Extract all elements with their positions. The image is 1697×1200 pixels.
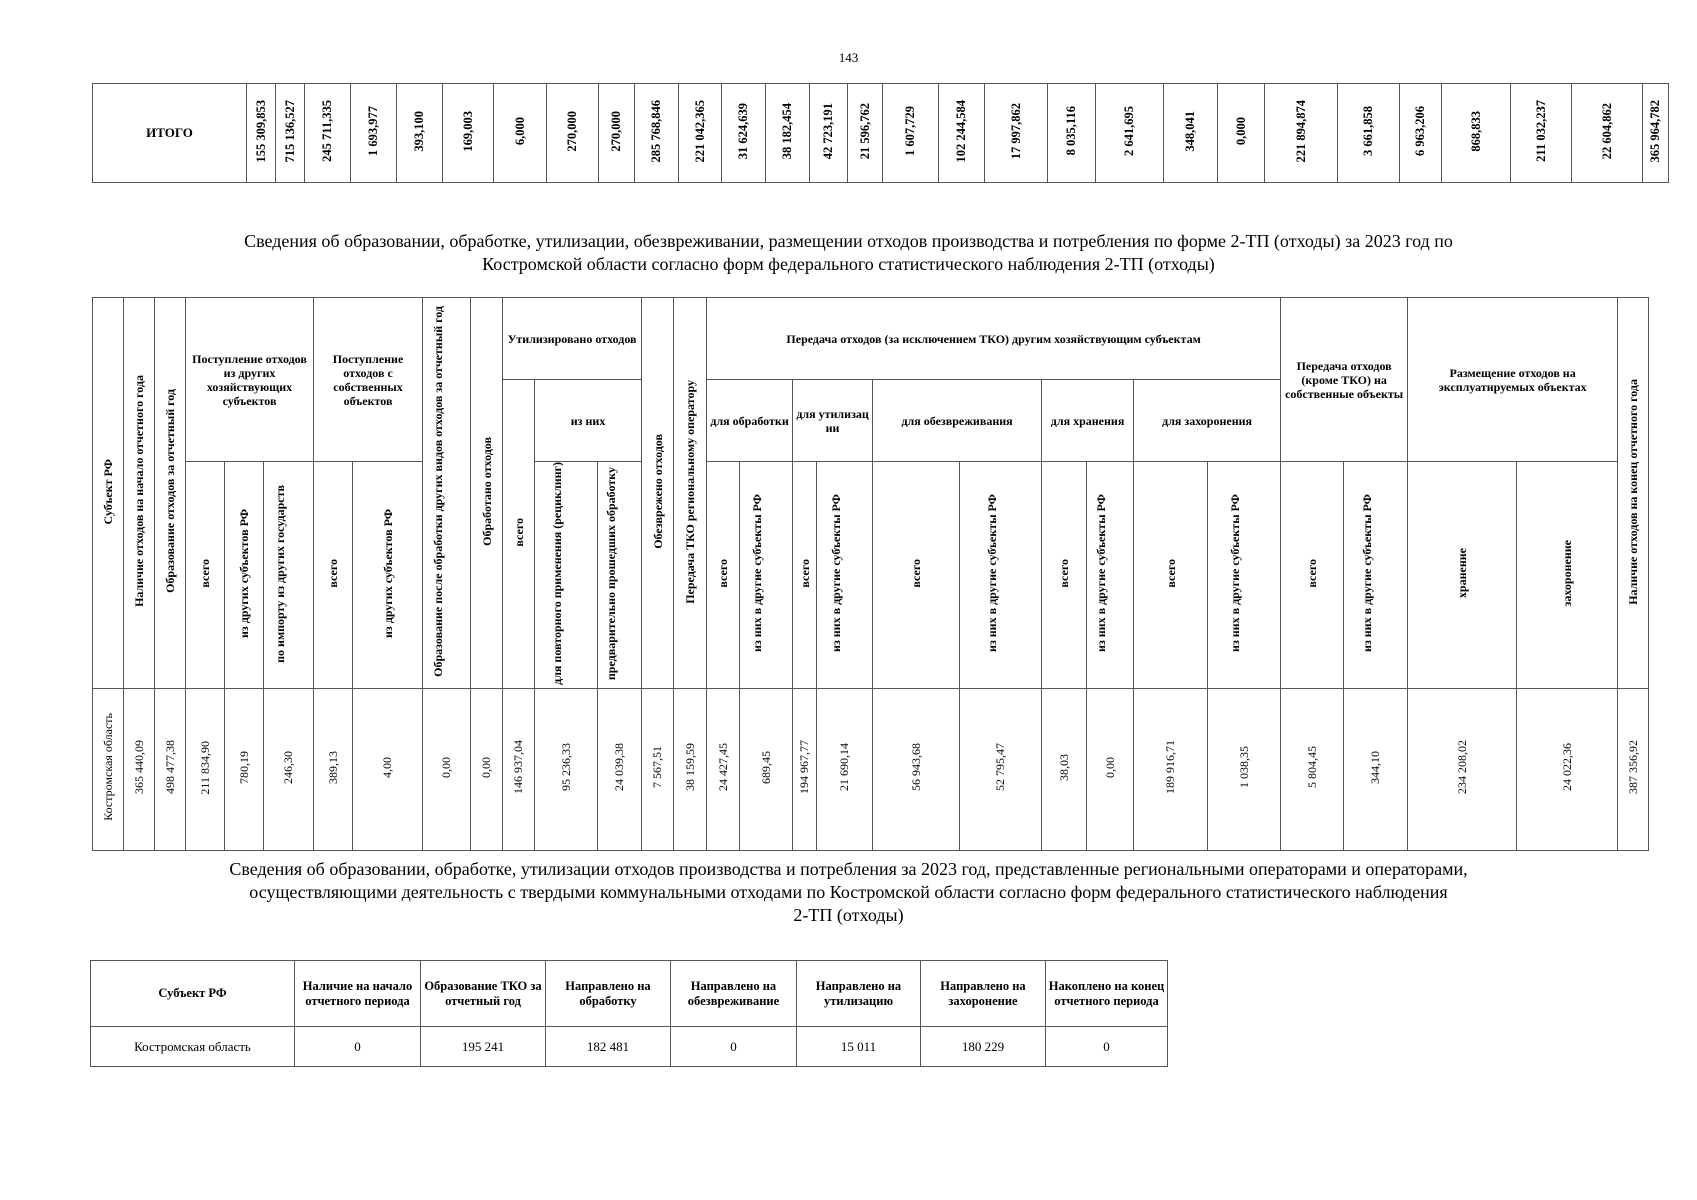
totals-value: 221 894,874	[1265, 84, 1338, 183]
header-after-processing: Образование после обработки других видов отходов за отчетный год	[423, 298, 471, 689]
header-of-them: из них	[535, 380, 642, 462]
table-cell: 4,00	[353, 688, 423, 850]
totals-value: 102 244,584	[939, 84, 985, 183]
header-for-burial: для захоронения	[1134, 380, 1281, 462]
totals-row	[93, 84, 1669, 183]
header-received-other: Поступление отходов из других хозяйствующих субъектов	[186, 298, 314, 462]
tko-header-cell: Накоплено на конец отчетного периода	[1046, 961, 1168, 1027]
tko-header-cell: Направлено на обработку	[546, 961, 671, 1027]
totals-value: 17 997,862	[985, 84, 1048, 183]
table-cell: 21 690,14	[817, 688, 873, 850]
table-cell: 344,10	[1344, 688, 1408, 850]
header-received-own: Поступление отходов с собственных объектов	[314, 298, 423, 462]
tko-table	[90, 960, 1168, 1067]
header-end: Наличие отходов на конец отчетного года	[1618, 298, 1649, 689]
totals-value: 38 182,454	[766, 84, 810, 183]
totals-value: 211 032,237	[1511, 84, 1572, 183]
header-received-other-total: всего	[186, 462, 225, 689]
totals-value: 42 723,191	[810, 84, 848, 183]
header-storage-regions: из них в другие субъекты РФ	[1087, 462, 1134, 689]
header-processed: Обработано отходов	[471, 298, 503, 689]
totals-value: 0,000	[1218, 84, 1265, 183]
table-cell: 211 834,90	[186, 688, 225, 850]
table-cell: 24 022,36	[1517, 688, 1618, 850]
table-cell: 195 241	[421, 1027, 546, 1067]
table-cell: Костромская область	[91, 1027, 295, 1067]
header-pre-processed: предварительно прошедших обработку	[598, 462, 642, 689]
table-cell: 24 039,38	[598, 688, 642, 850]
totals-value: 6,000	[494, 84, 547, 183]
header-start: Наличие отходов на начало отчетного года	[124, 298, 155, 689]
table-cell: 24 427,45	[707, 688, 740, 850]
totals-value: 715 136,527	[276, 84, 305, 183]
totals-value: 1 693,977	[351, 84, 397, 183]
header-burial-total: всего	[1134, 462, 1208, 689]
table-cell: 38 159,59	[674, 688, 707, 850]
tko-header-cell: Направлено на утилизацию	[797, 961, 921, 1027]
header-burial-regions: из них в другие субъекты РФ	[1208, 462, 1281, 689]
tko-header-cell: Субъект РФ	[91, 961, 295, 1027]
totals-value: 270,000	[599, 84, 635, 183]
header-own-total: всего	[1281, 462, 1344, 689]
totals-label: ИТОГО	[93, 84, 247, 183]
totals-table	[92, 83, 1669, 183]
table-cell: 5 804,45	[1281, 688, 1344, 850]
header-neutralization-regions: из них в другие субъекты РФ	[960, 462, 1042, 689]
totals-value: 348,041	[1164, 84, 1218, 183]
table-cell: 389,13	[314, 688, 353, 850]
header-utilization-regions: из них в другие субъекты РФ	[817, 462, 873, 689]
table2-caption	[0, 230, 1697, 276]
tko-header-cell: Направлено на обезвреживание	[671, 961, 797, 1027]
totals-value: 245 711,335	[305, 84, 351, 183]
totals-value: 393,100	[397, 84, 443, 183]
header-storage-total: всего	[1042, 462, 1087, 689]
table-cell: 780,19	[225, 688, 264, 850]
totals-value: 365 964,782	[1643, 84, 1669, 183]
header-for-processing: для обработки	[707, 380, 793, 462]
table-cell: 0,00	[423, 688, 471, 850]
totals-value: 22 604,862	[1572, 84, 1643, 183]
table-cell: 180 229	[921, 1027, 1046, 1067]
header-received-own-total: всего	[314, 462, 353, 689]
table-cell: 246,30	[264, 688, 314, 850]
header-formed: Образование отходов за отчетный год	[155, 298, 186, 689]
header-transfer-other: Передача отходов (за исключением ТКО) другим хозяйствующим субъектам	[707, 298, 1281, 380]
totals-value: 155 309,853	[247, 84, 276, 183]
header-processing-regions: из них в другие субъекты РФ	[740, 462, 793, 689]
tko-header-row	[91, 961, 1168, 1027]
table-cell: 146 937,04	[503, 688, 535, 850]
table-cell: 15 011	[797, 1027, 921, 1067]
table-cell: 182 481	[546, 1027, 671, 1067]
totals-value: 3 661,858	[1338, 84, 1400, 183]
header-neutralization-total: всего	[873, 462, 960, 689]
header-processing-total: всего	[707, 462, 740, 689]
header-burial: захоронение	[1517, 462, 1618, 689]
header-for-reuse: для повторного применения (рециклинг)	[535, 462, 598, 689]
table2-caption-line2: Костромской области согласно форм федерального статистического наблюдения 2-ТП (отходы)	[482, 254, 1215, 274]
table-cell: 498 477,38	[155, 688, 186, 850]
totals-value: 169,003	[443, 84, 494, 183]
header-for-utilization: для утилизац ии	[793, 380, 873, 462]
totals-value: 1 607,729	[883, 84, 939, 183]
header-subject: Субъект РФ	[93, 298, 124, 689]
totals-value: 31 624,639	[722, 84, 766, 183]
table-cell: 95 236,33	[535, 688, 598, 850]
table3-caption-line3: 2-ТП (отходы)	[793, 905, 904, 925]
table-cell: 56 943,68	[873, 688, 960, 850]
table-cell: 0	[295, 1027, 421, 1067]
table-cell: 387 356,92	[1618, 688, 1649, 850]
table-cell: 0,00	[471, 688, 503, 850]
header-utilized: Утилизировано отходов	[503, 298, 642, 380]
header-received-import: по импорту из других государств	[264, 462, 314, 689]
header-for-storage: для хранения	[1042, 380, 1134, 462]
table-cell: 365 440,09	[124, 688, 155, 850]
header-neutralized: Обезврежено отходов	[642, 298, 674, 689]
table2-caption-line1: Сведения об образовании, обработке, утилизации, обезвреживании, размещении отходов производства и потребления по форме 2-ТП (отходы) за 2023 год по	[244, 231, 1453, 251]
page-number: 143	[838, 50, 859, 65]
totals-value: 21 596,762	[848, 84, 883, 183]
header-own-regions: из них в другие субъекты РФ	[1344, 462, 1408, 689]
table-cell: 1 038,35	[1208, 688, 1281, 850]
header-transfer-own: Передача отходов (кроме ТКО) на собственные объекты	[1281, 298, 1408, 462]
totals-value: 8 035,116	[1048, 84, 1096, 183]
totals-value: 285 768,846	[635, 84, 679, 183]
table3-caption	[0, 858, 1697, 927]
tko-header-cell: Образование ТКО за отчетный год	[421, 961, 546, 1027]
header-utilization-total: всего	[793, 462, 817, 689]
table-cell: 234 208,02	[1408, 688, 1517, 850]
tko-header-cell: Наличие на начало отчетного периода	[295, 961, 421, 1027]
header-utilized-total: всего	[503, 380, 535, 689]
waste-table	[92, 297, 1649, 851]
header-transfer-tko: Передача ТКО региональному оператору	[674, 298, 707, 689]
table-row	[91, 1027, 1168, 1067]
table-row	[93, 688, 1649, 850]
header-received-own-regions: из других субъектов РФ	[353, 462, 423, 689]
table-cell: 194 967,77	[793, 688, 817, 850]
table-cell: 0	[1046, 1027, 1168, 1067]
table-cell: 689,45	[740, 688, 793, 850]
table3-caption-line2: осуществляющими деятельность с твердыми коммунальными отходами по Костромской области согласно форм федерального статистического наблюдения	[249, 882, 1448, 902]
table-cell: 0,00	[1087, 688, 1134, 850]
table-cell: 7 567,51	[642, 688, 674, 850]
totals-value: 221 042,365	[679, 84, 722, 183]
table-cell: 52 795,47	[960, 688, 1042, 850]
region-name: Костромская область	[93, 688, 124, 850]
header-storage: хранение	[1408, 462, 1517, 689]
table-cell: 0	[671, 1027, 797, 1067]
header-placement: Размещение отходов на эксплуатируемых объектах	[1408, 298, 1618, 462]
table-cell: 38,03	[1042, 688, 1087, 850]
table3-caption-line1: Сведения об образовании, обработке, утилизации отходов производства и потребления за 2023 год, представленные региональными операторами и операторами,	[229, 859, 1468, 879]
totals-value: 868,833	[1442, 84, 1511, 183]
table-cell: 189 916,71	[1134, 688, 1208, 850]
header-for-neutralization: для обезвреживания	[873, 380, 1042, 462]
header-received-other-regions: из других субъектов РФ	[225, 462, 264, 689]
tko-header-cell: Направлено на захоронение	[921, 961, 1046, 1027]
totals-value: 270,000	[547, 84, 599, 183]
totals-value: 2 641,695	[1096, 84, 1164, 183]
totals-value: 6 963,206	[1400, 84, 1442, 183]
